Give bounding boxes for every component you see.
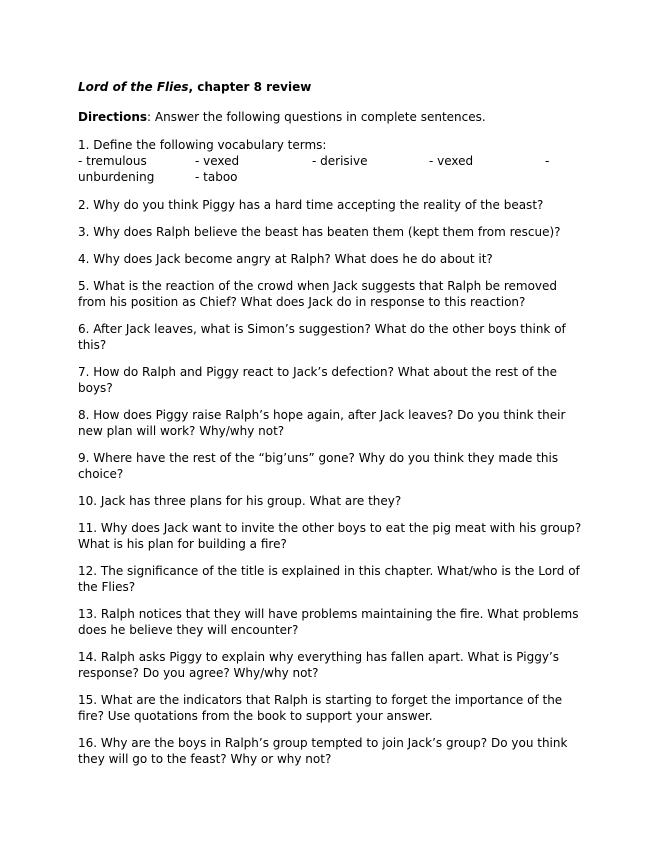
worksheet-title [78,79,588,95]
question-1 [78,137,588,185]
directions-text: : Answer the following questions in complete sentences. [147,110,486,124]
question-7: 7. How do Ralph and Piggy react to Jack’s defection? What about the rest of the boys? [78,365,557,395]
vocab-term: - taboo [195,170,238,184]
question-2: 2. Why do you think Piggy has a hard time accepting the reality of the beast? [78,198,544,212]
vocab-term: unburdening [78,170,155,184]
book-title: Lord of the Flies [78,80,189,94]
question-14: 14. Ralph asks Piggy to explain why everything has fallen apart. What is Piggy’s response? Do you agree? Why/why not? [78,650,560,680]
vocab-term: - derisive [312,154,368,168]
vocab-term: - [545,154,550,168]
vocab-term: - tremulous [78,154,147,168]
vocab-term: - vexed [195,154,240,168]
directions [78,109,588,125]
vocabulary-list [78,153,588,185]
question-12: 12. The significance of the title is explained in this chapter. What/who is the Lord of the Flies? [78,564,580,594]
question-16: 16. Why are the boys in Ralph’s group tempted to join Jack’s group? Do you think they will go to the feast? Why or why not? [78,736,568,766]
question-13: 13. Ralph notices that they will have problems maintaining the fire. What problems does he believe they will encounter? [78,607,579,637]
question-8: 8. How does Piggy raise Ralph’s hope again, after Jack leaves? Do you think their new plan will work? Why/why not? [78,408,566,438]
question-11: 11. Why does Jack want to invite the other boys to eat the pig meat with his group? What is his plan for building a fire? [78,521,582,551]
question-3: 3. Why does Ralph believe the beast has beaten them (kept them from rescue)? [78,225,561,239]
worksheet-page [78,79,588,778]
title-suffix: , chapter 8 review [188,80,312,94]
directions-label: Directions [78,110,148,124]
vocab-term: - vexed [429,154,474,168]
question-1-intro: 1. Define the following vocabulary terms: [78,138,327,152]
question-4: 4. Why does Jack become angry at Ralph? What does he do about it? [78,252,493,266]
question-9: 9. Where have the rest of the “big’uns” gone? Why do you think they made this choice? [78,451,559,481]
question-10: 10. Jack has three plans for his group. What are they? [78,494,402,508]
question-6: 6. After Jack leaves, what is Simon’s suggestion? What do the other boys think of this? [78,322,566,352]
question-15: 15. What are the indicators that Ralph is starting to forget the importance of the fire? Use quotations from the book to support your answer. [78,693,563,723]
question-5: 5. What is the reaction of the crowd when Jack suggests that Ralph be removed from his position as Chief? What does Jack do in response to this reaction? [78,279,558,309]
